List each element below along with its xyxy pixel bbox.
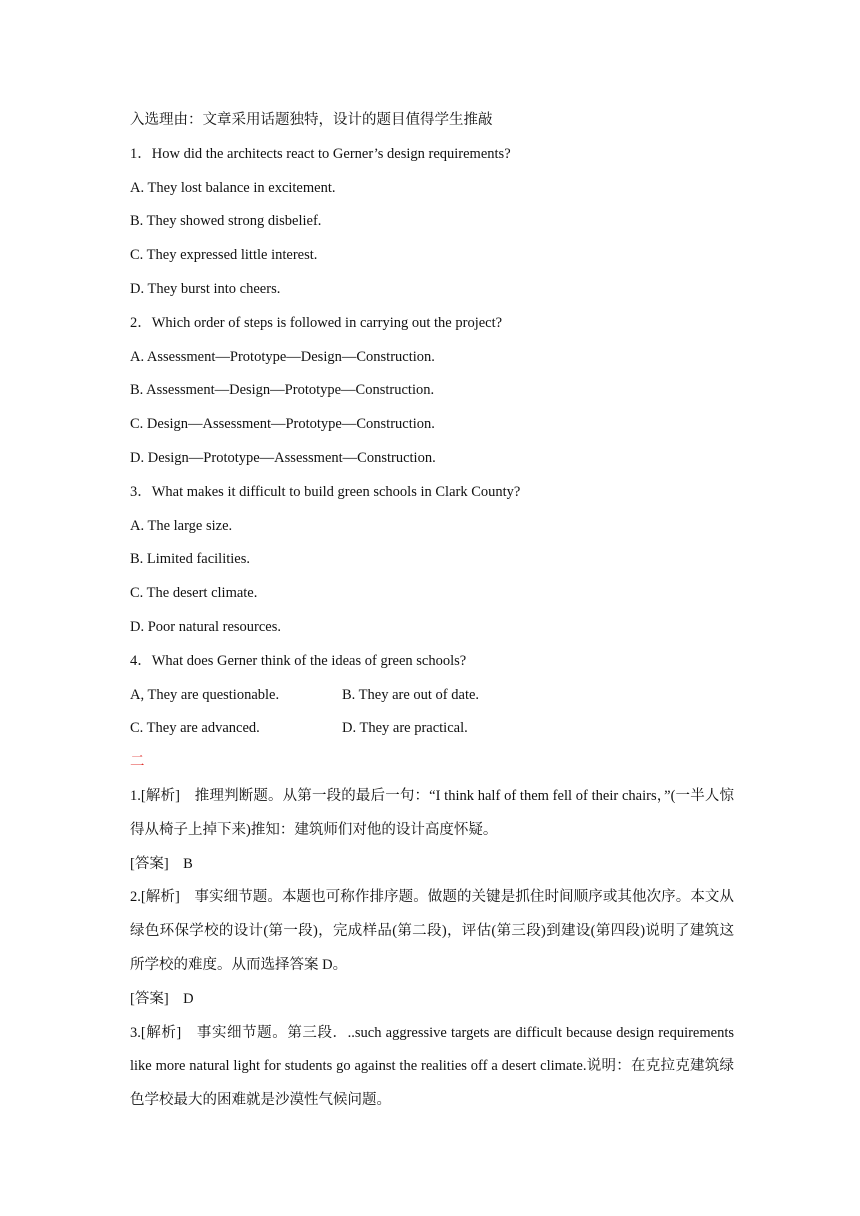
question-2 [130, 307, 734, 476]
analysis-paragraph: 1.[解析] 推理判断题。从第一段的最后一句：“I think half of them fell of their chairs，”(一半人惊得从椅子上掉下来)推知：建筑师们对他的设计高度怀疑。 [130, 787, 734, 838]
option-d: D. They burst into cheers. [130, 280, 281, 297]
question-1 [130, 138, 734, 307]
analysis-paragraph: 2.[解析] 事实细节题。本题也可称作排序题。做题的关键是抓住时间顺序或其他次序。本文从绿色环保学校的设计(第一段)，完成样品(第二段)，评估(第三段)到建设(第四段)说明了建筑这所学校的难度。从而选择答案 D。 [130, 889, 734, 973]
intro-line: 入选理由：文章采用话题独特，设计的题目值得学生推敲 [130, 112, 493, 128]
option-b: B. They are out of date. [342, 686, 480, 703]
option-a: A. Assessment—Prototype—Design—Construction. [130, 348, 435, 365]
option-c: C. Design—Assessment—Prototype—Construction. [130, 416, 435, 433]
question-3 [130, 476, 734, 645]
option-row [130, 679, 734, 713]
answer-line: [答案] D [130, 990, 194, 1007]
option-b: B. Assessment—Design—Prototype—Construction. [130, 382, 435, 399]
analysis-paragraph: 3.[解析] 事实细节题。第三段．..such aggressive targets are difficult because design requirements like more natural light for students go against the realities off a desert climate.说明：在克拉克建筑绿色学校最大的困难就是沙漠性气候问题。 [130, 1024, 734, 1109]
option-d: D. They are practical. [342, 720, 468, 737]
option-a: A. They lost balance in excitement. [130, 179, 336, 196]
answer-3 [130, 1017, 734, 1118]
option-b: B. They showed strong disbelief. [130, 213, 322, 230]
question-stem: 4．What does Gerner think of the ideas of green schools? [130, 652, 467, 669]
option-c: C. They expressed little interest. [130, 247, 318, 264]
option-a: A, They are questionable. [130, 686, 280, 703]
option-b: B. Limited facilities. [130, 551, 251, 568]
question-stem: 2．Which order of steps is followed in carrying out the project? [130, 314, 503, 331]
section-marker: 二 [130, 754, 145, 771]
document-page [130, 104, 734, 1118]
option-a: A. The large size. [130, 517, 233, 534]
question-stem: 3．What makes it difficult to build green schools in Clark County? [130, 483, 521, 500]
option-d: D. Poor natural resources. [130, 618, 281, 635]
question-4 [130, 645, 734, 746]
option-c: C. The desert climate. [130, 585, 258, 602]
answer-2 [130, 881, 734, 1016]
question-stem: 1．How did the architects react to Gerner’s design requirements? [130, 145, 511, 162]
answer-1 [130, 780, 734, 881]
option-c: C. They are advanced. [130, 720, 260, 737]
option-d: D. Design—Prototype—Assessment—Construction. [130, 449, 436, 466]
option-row [130, 712, 734, 746]
answer-line: [答案] B [130, 855, 193, 872]
